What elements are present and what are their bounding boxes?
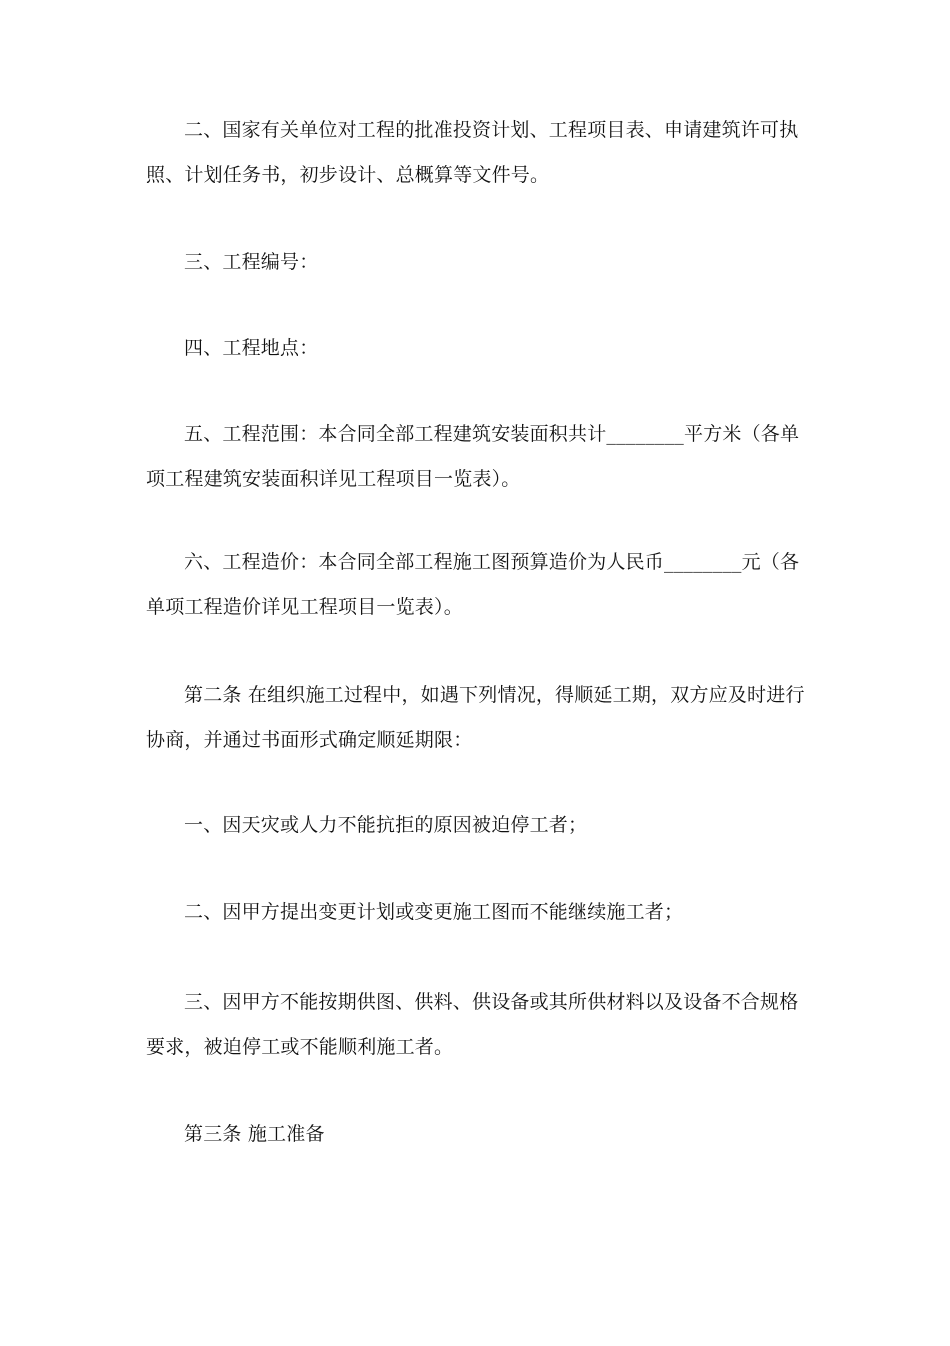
paragraph-project-scope: 五、工程范围：本合同全部工程建筑安装面积共计________平方米（各单项工程建筑安装面积详见工程项目一览表）。 [146, 423, 800, 490]
paragraph-approval-documents: 二、国家有关单位对工程的批准投资计划、工程项目表、申请建筑许可执照、计划任务书，初步设计、总概算等文件号。 [146, 119, 799, 186]
paragraph-article-three-title: 第三条 施工准备 [184, 1123, 325, 1145]
paragraph-project-cost: 六、工程造价：本合同全部工程施工图预算造价为人民币________元（各单项工程造价详见工程项目一览表）。 [146, 551, 800, 618]
paragraph-article-two: 第二条 在组织施工过程中，如遇下列情况，得顺延工期，双方应及时进行协商，并通过书面形式确定顺延期限： [146, 684, 805, 751]
paragraph-force-majeure: 一、因天灾或人力不能抗拒的原因被迫停工者； [184, 814, 588, 836]
paragraph-project-number: 三、工程编号： [184, 251, 319, 273]
paragraph-plan-change: 二、因甲方提出变更计划或变更施工图而不能继续施工者； [184, 901, 684, 923]
paragraph-project-location: 四、工程地点： [184, 337, 319, 359]
paragraph-supply-delay: 三、因甲方不能按期供图、供料、供设备或其所供材料以及设备不合规格要求，被迫停工或不能顺利施工者。 [146, 991, 799, 1058]
